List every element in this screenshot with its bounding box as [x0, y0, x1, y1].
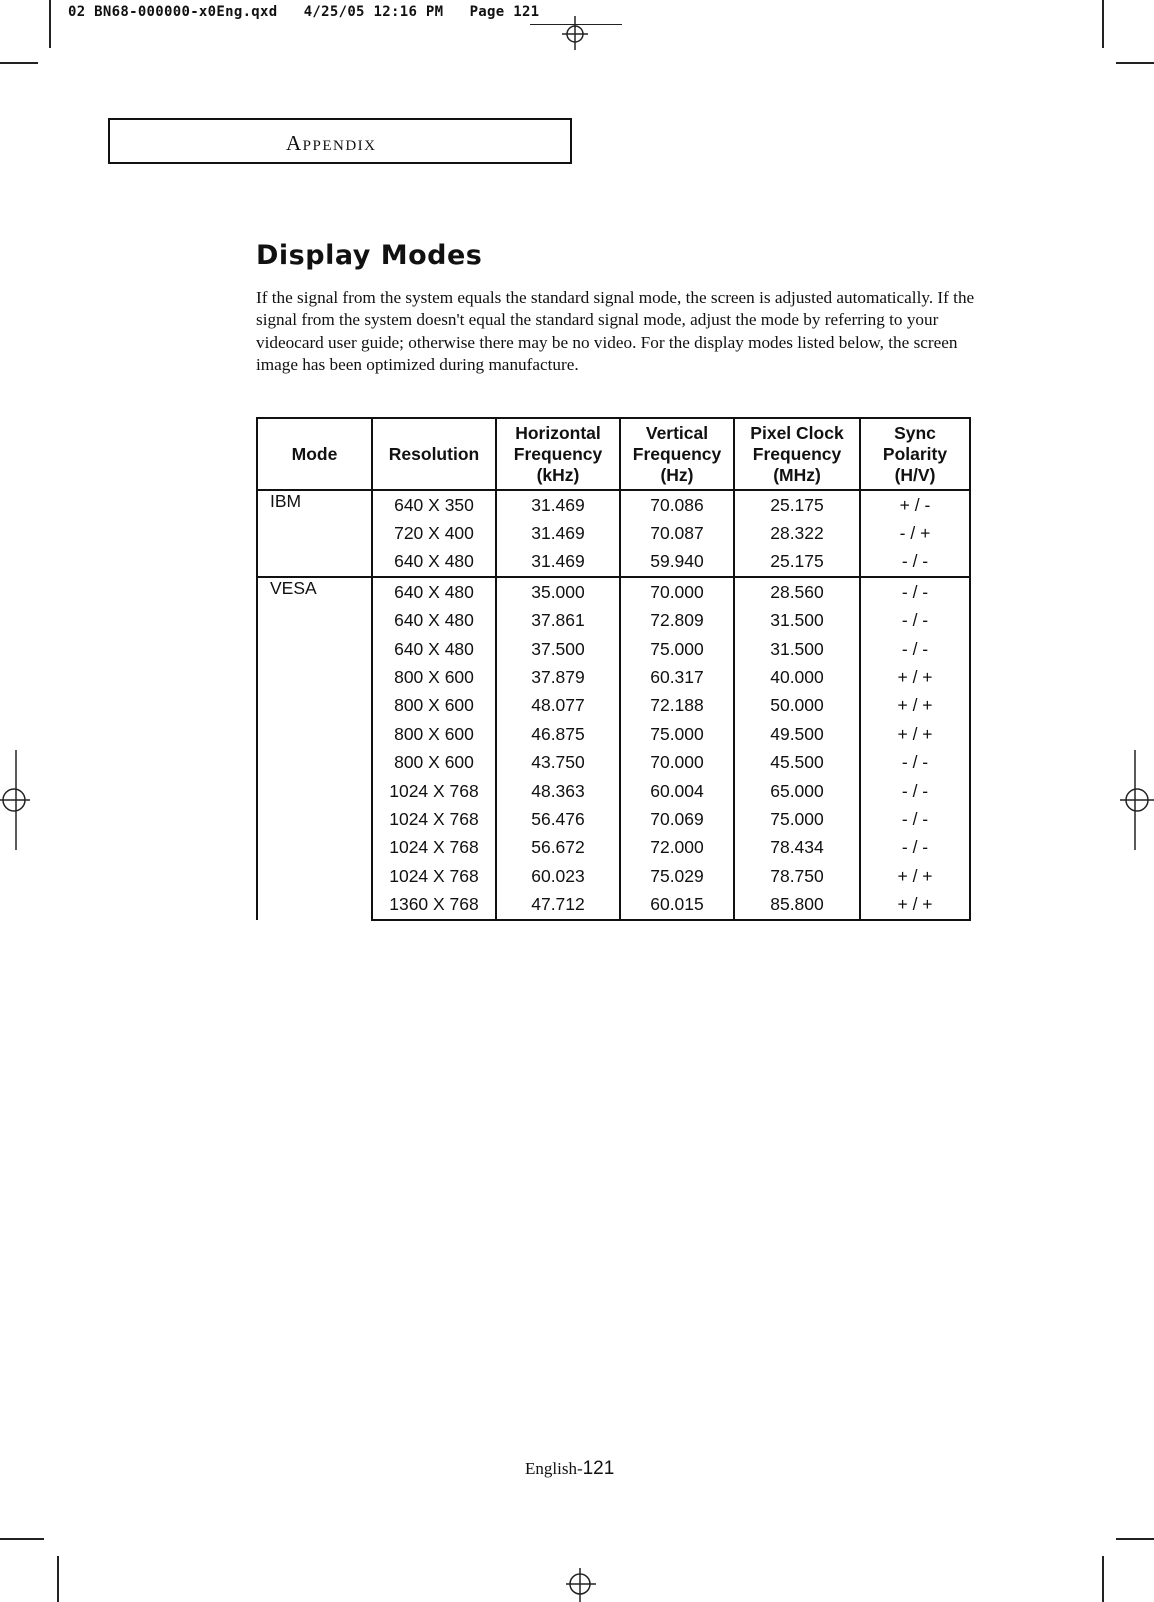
mode-cell: IBM — [257, 490, 372, 577]
table-cell: 47.712 — [496, 890, 620, 919]
intro-paragraph: If the signal from the system equals the standard signal mode, the screen is adjusted automatically. If the signal from the system doesn't equal the standard signal mode, adjust the mode by referring to your videocard user guide; otherwise there may be no video. For the display modes listed below, the screen image has been optimized during manufacture. — [256, 288, 975, 375]
table-cell: 70.086 — [620, 490, 734, 519]
table-cell: - / - — [860, 577, 970, 606]
table-cell: 40.000 — [734, 663, 860, 691]
crop-mark-bottom-left-v — [57, 1556, 59, 1602]
table-cell: 1024 X 768 — [372, 777, 496, 805]
table-cell: + / + — [860, 890, 970, 919]
page-title: Display Modes — [256, 240, 483, 271]
footer-language: English- — [525, 1459, 583, 1478]
footer-page-number: 121 — [582, 1458, 615, 1479]
table-cell: 75.000 — [734, 805, 860, 833]
table-cell: 72.188 — [620, 692, 734, 720]
table-cell: 37.879 — [496, 663, 620, 691]
display-modes-table — [256, 417, 971, 921]
column-header: Mode — [257, 418, 372, 490]
table-cell: 43.750 — [496, 749, 620, 777]
table-cell: 46.875 — [496, 720, 620, 748]
print-header-file: 02 BN68-000000-x0Eng.qxd — [68, 4, 278, 20]
table-cell: 78.750 — [734, 862, 860, 890]
table-cell: + / + — [860, 692, 970, 720]
table-cell: - / - — [860, 548, 970, 577]
table-cell: 37.861 — [496, 607, 620, 635]
print-header-date: 4/25/05 — [303, 4, 365, 20]
table-cell: 28.560 — [734, 577, 860, 606]
table-cell: 75.029 — [620, 862, 734, 890]
table-cell: 70.000 — [620, 577, 734, 606]
mode-cell: VESA — [257, 577, 372, 920]
table-cell: 25.175 — [734, 490, 860, 519]
column-header: Sync Polarity (H/V) — [860, 418, 970, 490]
table-cell: + / + — [860, 663, 970, 691]
table-cell: 56.672 — [496, 834, 620, 862]
table-row — [257, 490, 970, 519]
table-cell: 50.000 — [734, 692, 860, 720]
table-cell: 70.069 — [620, 805, 734, 833]
table-header-row — [257, 418, 970, 490]
table-cell: + / + — [860, 720, 970, 748]
crop-mark-bottom-right-v — [1102, 1556, 1104, 1602]
table-cell: 1024 X 768 — [372, 805, 496, 833]
crop-mark-top-left-h — [0, 62, 38, 64]
table-cell: 640 X 480 — [372, 548, 496, 577]
table-cell: 70.087 — [620, 519, 734, 547]
crop-mark-top-right-h — [1116, 62, 1154, 64]
table-cell: - / - — [860, 607, 970, 635]
column-header: Horizontal Frequency (kHz) — [496, 418, 620, 490]
table-cell: 640 X 350 — [372, 490, 496, 519]
crop-mark-bottom-right-h — [1116, 1538, 1154, 1540]
table-cell: 31.469 — [496, 490, 620, 519]
section-label: Appendix — [286, 131, 377, 155]
table-cell: 800 X 600 — [372, 692, 496, 720]
table-cell: 60.004 — [620, 777, 734, 805]
table-cell: 65.000 — [734, 777, 860, 805]
table-cell: - / - — [860, 749, 970, 777]
table-cell: - / - — [860, 635, 970, 663]
table-cell: 75.000 — [620, 720, 734, 748]
table-cell: 800 X 600 — [372, 720, 496, 748]
table-cell: 640 X 480 — [372, 635, 496, 663]
table-cell: 45.500 — [734, 749, 860, 777]
table-cell: 28.322 — [734, 519, 860, 547]
table-cell: 59.940 — [620, 548, 734, 577]
table-cell: - / - — [860, 777, 970, 805]
table-cell: 49.500 — [734, 720, 860, 748]
table-cell: 640 X 480 — [372, 607, 496, 635]
table-cell: 640 X 480 — [372, 577, 496, 606]
table-cell: 70.000 — [620, 749, 734, 777]
table-cell: 48.077 — [496, 692, 620, 720]
table-cell: 1024 X 768 — [372, 834, 496, 862]
registration-mark-left — [0, 750, 34, 850]
table-cell: - / - — [860, 834, 970, 862]
table-cell: 75.000 — [620, 635, 734, 663]
table-cell: 31.500 — [734, 635, 860, 663]
table-cell: 25.175 — [734, 548, 860, 577]
table-cell: - / + — [860, 519, 970, 547]
column-header: Vertical Frequency (Hz) — [620, 418, 734, 490]
table-cell: 56.476 — [496, 805, 620, 833]
table-cell: 72.809 — [620, 607, 734, 635]
page-footer — [525, 1458, 614, 1480]
table-cell: 85.800 — [734, 890, 860, 919]
print-header-page-number: 121 — [513, 4, 540, 20]
table-cell: 60.023 — [496, 862, 620, 890]
table-cell: 1024 X 768 — [372, 862, 496, 890]
table-cell: 31.469 — [496, 519, 620, 547]
print-header — [68, 4, 539, 20]
crop-mark-top-left-v — [49, 0, 51, 48]
print-header-time: 12:16 PM — [373, 4, 444, 20]
table-cell: 800 X 600 — [372, 749, 496, 777]
print-header-page-label: Page — [469, 4, 505, 20]
table-cell: 60.015 — [620, 890, 734, 919]
table-cell: 72.000 — [620, 834, 734, 862]
section-box — [108, 118, 572, 164]
registration-mark-top — [560, 12, 590, 52]
crop-mark-top-right-v — [1102, 0, 1104, 48]
registration-mark-right — [1112, 750, 1154, 850]
table-cell: 800 X 600 — [372, 663, 496, 691]
table-cell: + / - — [860, 490, 970, 519]
table-cell: 60.317 — [620, 663, 734, 691]
registration-mark-bottom — [562, 1568, 602, 1602]
table-cell: 31.469 — [496, 548, 620, 577]
table-cell: + / + — [860, 862, 970, 890]
table-row — [257, 577, 970, 606]
table-cell: 37.500 — [496, 635, 620, 663]
table-cell: 720 X 400 — [372, 519, 496, 547]
column-header: Resolution — [372, 418, 496, 490]
crop-mark-bottom-left-h — [0, 1538, 44, 1540]
table-cell: 31.500 — [734, 607, 860, 635]
table-cell: 48.363 — [496, 777, 620, 805]
table-cell: - / - — [860, 805, 970, 833]
table-cell: 35.000 — [496, 577, 620, 606]
table-cell: 78.434 — [734, 834, 860, 862]
column-header: Pixel Clock Frequency (MHz) — [734, 418, 860, 490]
table-cell: 1360 X 768 — [372, 890, 496, 919]
